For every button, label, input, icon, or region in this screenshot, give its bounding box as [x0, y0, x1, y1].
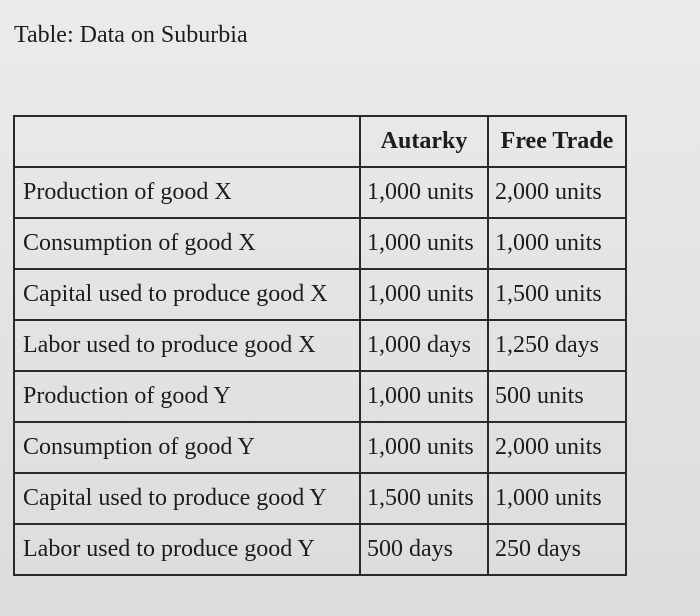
table-row: [14, 422, 626, 473]
header-empty-cell: [14, 116, 360, 167]
free-trade-cell: 1,250 days: [488, 320, 626, 371]
table-header-row: [14, 116, 626, 167]
table-row: [14, 371, 626, 422]
header-free-trade: Free Trade: [488, 116, 626, 167]
autarky-cell: 500 days: [360, 524, 488, 575]
table-row: [14, 167, 626, 218]
autarky-cell: 1,000 units: [360, 422, 488, 473]
table-row: [14, 269, 626, 320]
table-row: [14, 218, 626, 269]
autarky-cell: 1,000 units: [360, 371, 488, 422]
autarky-cell: 1,000 days: [360, 320, 488, 371]
free-trade-cell: 2,000 units: [488, 422, 626, 473]
page-title: Table: Data on Suburbia: [14, 22, 248, 48]
row-label: Labor used to produce good Y: [14, 524, 360, 575]
row-label: Production of good X: [14, 167, 360, 218]
row-label: Production of good Y: [14, 371, 360, 422]
row-label: Consumption of good Y: [14, 422, 360, 473]
row-label: Labor used to produce good X: [14, 320, 360, 371]
row-label: Capital used to produce good Y: [14, 473, 360, 524]
data-table: [13, 115, 627, 576]
table-row: [14, 320, 626, 371]
table-row: [14, 524, 626, 575]
free-trade-cell: 1,000 units: [488, 218, 626, 269]
autarky-cell: 1,000 units: [360, 269, 488, 320]
autarky-cell: 1,000 units: [360, 167, 488, 218]
free-trade-cell: 1,000 units: [488, 473, 626, 524]
table-row: [14, 473, 626, 524]
free-trade-cell: 250 days: [488, 524, 626, 575]
free-trade-cell: 1,500 units: [488, 269, 626, 320]
free-trade-cell: 500 units: [488, 371, 626, 422]
row-label: Capital used to produce good X: [14, 269, 360, 320]
autarky-cell: 1,000 units: [360, 218, 488, 269]
autarky-cell: 1,500 units: [360, 473, 488, 524]
free-trade-cell: 2,000 units: [488, 167, 626, 218]
header-autarky: Autarky: [360, 116, 488, 167]
row-label: Consumption of good X: [14, 218, 360, 269]
